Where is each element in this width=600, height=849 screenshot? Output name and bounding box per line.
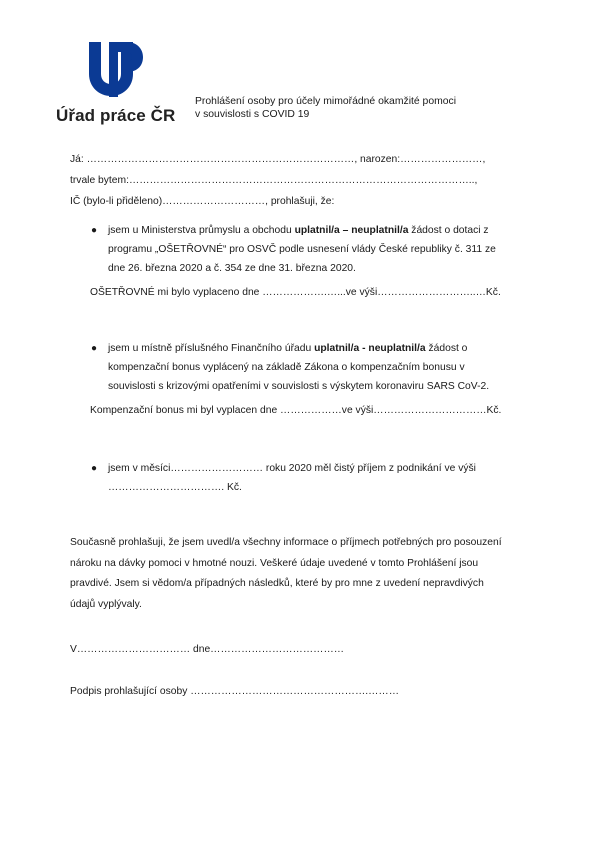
item1-text-bold: uplatnil/a – neuplatnil/a: [294, 225, 409, 236]
declaration-line-3: pravdivé. Jsem si vědom/a případných následků, které by pro mne z uvedení nepravdivých: [70, 578, 484, 589]
declaration-line-4: údajů vyplývaly.: [70, 598, 142, 610]
declaration-line-1: Současně prohlašuji, že jsem uvedl/a všechny informace o příjmech potřebných pro posouzení: [70, 537, 502, 548]
item3-line2: ……………………………. Kč.: [108, 482, 242, 493]
signature-line: Podpis prohlašující osoby …………………………………………….………: [70, 686, 399, 697]
item1-line3: dne 26. března 2020 a č. 354 ze dne 31. března 2020.: [108, 263, 356, 274]
item1-line2: programu „OŠETŘOVNÉ“ pro OSVČ podle usnesení vlády České republiky č. 311 ze: [108, 244, 496, 255]
identity-line-name: Já: ……………………………………………………………………, narozen:……………………,: [70, 154, 486, 165]
payout-osetrovne: OŠETŘOVNÉ mi bylo vyplaceno dne ……………….…...ve výši………………………..…Kč.: [90, 287, 501, 298]
item1-text-pre: jsem u Ministerstva průmyslu a obchodu: [108, 225, 295, 236]
payout-kompenzacni-bonus: Kompenzační bonus mi byl vyplacen dne ………………ve výši……………………………Kč.: [90, 405, 502, 416]
item2-line2: kompenzační bonus vyplácený na základě Zákona o kompenzačním bonusu v: [108, 362, 465, 373]
item1-line1: [108, 221, 528, 240]
declaration-line-2: nároku na dávky pomoci v hmotné nouzi. Veškeré údaje uvedené v tomto Prohlášení jsou: [70, 557, 479, 569]
up-logo-icon: [87, 40, 145, 100]
list-item-mpo: [91, 221, 528, 278]
title-line-1: Prohlášení osoby pro účely mimořádné okamžité pomoci: [195, 96, 457, 107]
bullet-icon: ●: [91, 343, 98, 354]
identity-line-address: trvale bytem:………………………………………………………………………………………..,: [70, 175, 478, 186]
declaration-paragraph: [70, 533, 528, 615]
item2-text-post: žádost o: [425, 343, 468, 354]
list-item-financni-urad: [91, 339, 528, 396]
identity-line-ico: IČ (bylo-li přiděleno)…………………………, prohlašuji, že:: [70, 196, 335, 207]
item1-text-post: žádost o dotaci z: [408, 225, 489, 236]
item2-line3: souvislosti s krizovými opatřeními v souvislosti s výskytem koronaviru SARS CoV-2.: [108, 381, 490, 392]
item2-text-bold: uplatnil/a - neuplatnil/a: [314, 343, 426, 354]
item3-line1: jsem v měsíci……………………… roku 2020 měl čistý příjem z podnikání ve výši: [108, 463, 476, 474]
item2-text-pre: jsem u místně příslušného Finančního úřadu: [108, 343, 315, 354]
bullet-icon: ●: [91, 225, 98, 236]
title-line-2: v souvislosti s COVID 19: [195, 109, 310, 120]
bullet-icon: ●: [91, 463, 98, 474]
logo: [56, 40, 176, 126]
logo-text: Úřad práce ČR: [56, 106, 176, 125]
document-title: [195, 95, 456, 121]
place-date-line: V…………………………… dne…………………………………: [70, 644, 345, 655]
list-item-prijem: [91, 459, 528, 497]
item2-line1: [108, 339, 528, 358]
